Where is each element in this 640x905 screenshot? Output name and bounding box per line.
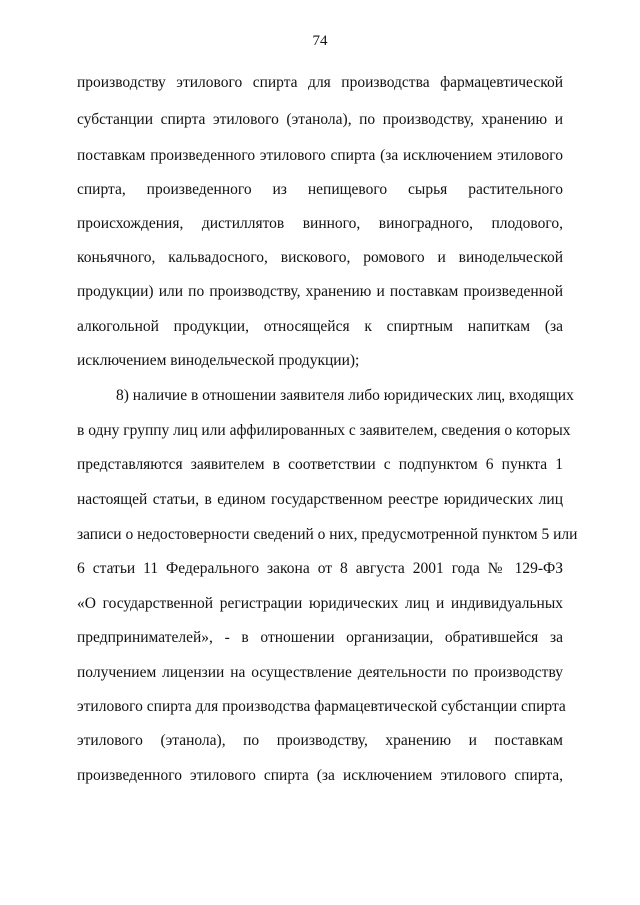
text-line: 8) наличие в отношении заявителя либо юридических лиц, входящих — [116, 387, 574, 404]
text-line: этилового (этанола), по производству, хранению и поставкам — [77, 732, 563, 749]
text-line: исключением винодельческой продукции); — [77, 352, 360, 369]
page-number: 74 — [312, 33, 328, 49]
text-line: предпринимателей», - в отношении организации, обратившейся за — [77, 629, 563, 646]
text-line: спирта, произведенного из непищевого сырья растительного — [77, 181, 563, 198]
text-line: поставкам произведенного этилового спирта (за исключением этилового — [77, 147, 563, 164]
text-line: получением лицензии на осуществление деятельности по производству — [77, 664, 563, 681]
text-line: алкогольной продукции, относящейся к спиртным напиткам (за — [77, 318, 563, 335]
text-line: представляются заявителем в соответствии с подпунктом 6 пункта 1 — [77, 456, 563, 473]
text-line: производству этилового спирта для производства фармацевтической — [77, 74, 563, 91]
text-line: 6 статьи 11 Федерального закона от 8 августа 2001 года № 129-ФЗ — [77, 560, 563, 577]
text-line: произведенного этилового спирта (за исключением этилового спирта, — [77, 767, 563, 784]
text-line: коньячного, кальвадосного, вискового, ромового и винодельческой — [77, 249, 563, 266]
text-line: «О государственной регистрации юридических лиц и индивидуальных — [77, 595, 563, 612]
text-line: записи о недостоверности сведений о них, предусмотренной пунктом 5 или — [77, 526, 578, 543]
text-line: настоящей статьи, в едином государственном реестре юридических лиц — [77, 491, 563, 508]
text-line: субстанции спирта этилового (этанола), по производству, хранению и — [77, 111, 563, 128]
text-line: в одну группу лиц или аффилированных с заявителем, сведения о которых — [77, 422, 571, 439]
text-line: этилового спирта для производства фармацевтической субстанции спирта — [77, 698, 566, 715]
text-line: происхождения, дистиллятов винного, виноградного, плодового, — [77, 215, 563, 232]
text-line: продукции) или по производству, хранению и поставкам произведенной — [77, 283, 563, 300]
